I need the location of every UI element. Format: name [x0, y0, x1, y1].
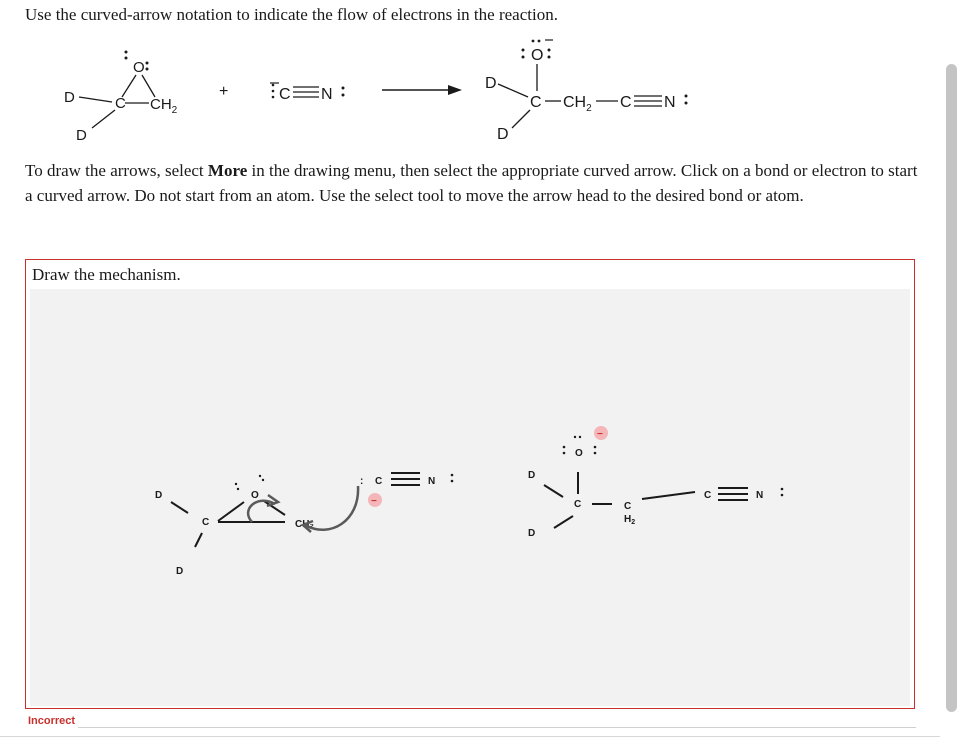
reactant2-N: N	[321, 86, 333, 103]
label-N-nitrile: N	[756, 490, 764, 501]
product-N: N	[664, 94, 676, 111]
label-D-prod-upper: D	[528, 470, 536, 481]
product-O: O	[531, 47, 544, 64]
label-H2-prod: $H_2$	[624, 514, 636, 526]
product-CH2: $CH_2$	[563, 94, 592, 114]
reaction-plus: +	[219, 83, 229, 100]
mechanism-panel	[25, 259, 915, 709]
label-D-lower: D	[176, 566, 184, 577]
reactant1-CH2: $CH_2$	[150, 96, 178, 116]
label-N-cyanide: N	[428, 476, 436, 487]
svg-text:−: −	[371, 496, 377, 507]
reactant1-C: C	[115, 95, 126, 112]
label-C-cyanide: C	[375, 476, 383, 487]
drawing-canvas[interactable]	[30, 289, 910, 706]
directions-text: To draw the arrows, select More in the drawing menu, then select the appropriate curved arrow. Click on a bond or electron to start a curved arrow. Do not start from an atom. Use the select tool to move the arrow head to the desired bond or atom.	[25, 161, 918, 205]
question-instruction: Use the curved-arrow notation to indicate the flow of electrons in the reaction.	[25, 5, 558, 24]
label-O-prod: O	[575, 448, 583, 459]
product-C2: C	[620, 94, 632, 111]
reactant1-O: O	[133, 59, 145, 76]
label-C-prod-CH2: C	[624, 501, 632, 512]
svg-text:−: −	[597, 429, 603, 440]
label-C-ring: C	[202, 517, 210, 528]
label-C-prod: C	[574, 499, 582, 510]
label-D-prod-lower: D	[528, 528, 536, 539]
panel-title: Draw the mechanism.	[32, 265, 181, 284]
label-D-upper-left: D	[155, 490, 163, 501]
reactant2-C: C	[279, 86, 291, 103]
charge-badge-alkoxide[interactable]	[594, 426, 608, 440]
more-keyword: More	[207, 161, 248, 180]
label-colon: :	[360, 476, 364, 487]
reactant1-D1: D	[64, 89, 75, 106]
scrollbar-thumb[interactable]	[946, 64, 957, 712]
mechanism-drawing[interactable]	[30, 289, 910, 706]
feedback-divider	[78, 727, 916, 728]
product-C: C	[530, 94, 542, 111]
product-D1: D	[485, 75, 497, 92]
reaction-scheme	[0, 26, 740, 146]
feedback-incorrect: Incorrect	[28, 715, 76, 727]
reactant1-D2: D	[76, 127, 87, 144]
label-CH2-ring: CH₂	[295, 519, 314, 530]
bottom-divider	[0, 736, 940, 737]
product-D2: D	[497, 126, 509, 143]
label-C-nitrile: C	[704, 490, 712, 501]
charge-badge-cyanide[interactable]	[368, 493, 382, 507]
label-O-epoxide: O	[251, 490, 259, 501]
